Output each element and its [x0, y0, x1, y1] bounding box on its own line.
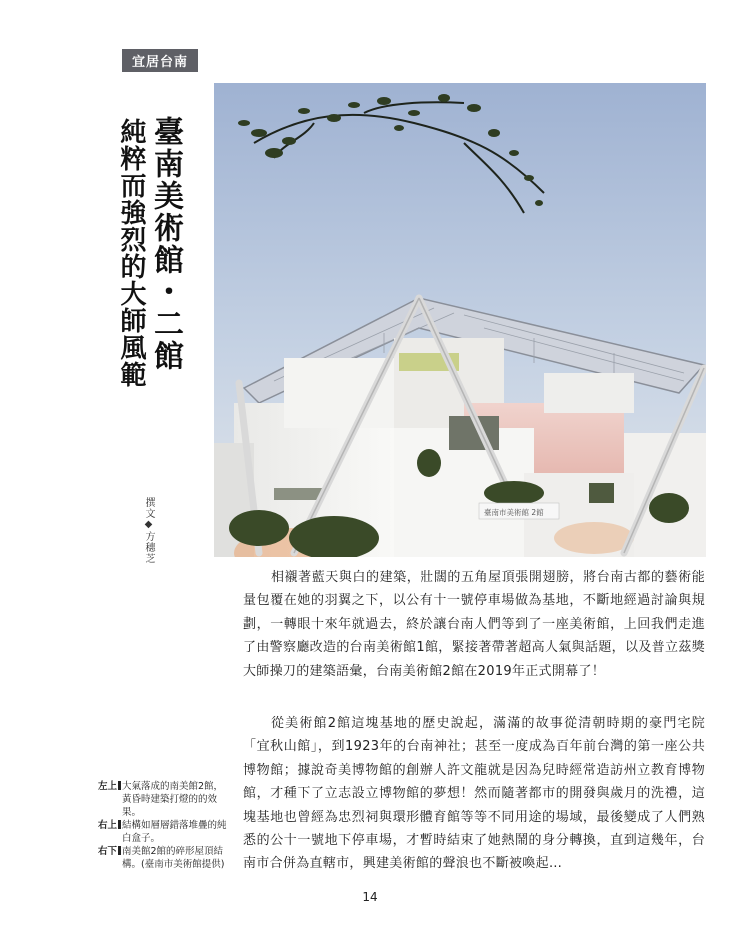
body-paragraph-2: 從美術館2館這塊基地的歷史說起，滿滿的故事從清朝時期的豪門宅院「宜秋山館」，到1923年的台南神社；甚至一度成為百年前台灣的第一座公共博物館；據說奇美博物館的創辦人許文龍就是因為兒時經常造訪州立教育博物館，才種下了立志設立博物館的夢想！然而隨著都市的開發與歲月的洗禮，這塊基地也曾經為忠烈祠與環形體育館等等不同用途的場域，最後變成了人們熟悉的公十一號地下停車場，才暫時結束了她熱鬧的身分轉換，直到這幾年，台南市合併為直轄市，興建美術館的聲浪也不斷被喚起… — [243, 716, 705, 872]
museum-photo — [214, 83, 706, 557]
page-number: 14 — [362, 890, 378, 904]
caption-text: 大氣落成的南美館2館，黃昏時建築打燈的的效果。 — [122, 781, 224, 818]
caption-tag: 右上 — [98, 820, 118, 831]
caption-text: 南美館2館的碎形屋頂結構。(臺南市美術館提供) — [122, 846, 225, 870]
article-title: 臺南美術館・二館 — [148, 116, 183, 372]
museum-sign: 臺南市美術館 2館 — [484, 508, 544, 517]
caption-item — [98, 819, 230, 845]
photo-captions — [98, 780, 230, 871]
body-paragraph-1: 相襯著藍天與白的建築，壯闊的五角屋頂張開翅膀，將台南古都的藝術能量包覆在她的羽翼之下，以公有十一號停車場做為基地，不斷地經過討論與規劃，一轉眼十來年就過去，終於讓台南人們等到了一座美術館，上回我們走進了由警察廳改造的台南美術館1館，緊接著帶著超高人氣與話題，以及普立茲獎大師操刀的建築語彙，台南美術館2館在2019年正式開幕了！ — [243, 570, 705, 679]
byline: 撰文◆方穗芝 — [143, 497, 154, 564]
section-tab: 宜居台南 — [122, 49, 198, 72]
caption-tag: 右下 — [98, 846, 118, 857]
caption-item — [98, 845, 230, 871]
article-subtitle: 純粹而強烈的大師風範 — [116, 118, 146, 388]
caption-tag: 左上 — [98, 781, 118, 792]
caption-text: 結構如層層錯落堆疊的純白盒子。 — [122, 820, 227, 844]
caption-item — [98, 780, 230, 819]
